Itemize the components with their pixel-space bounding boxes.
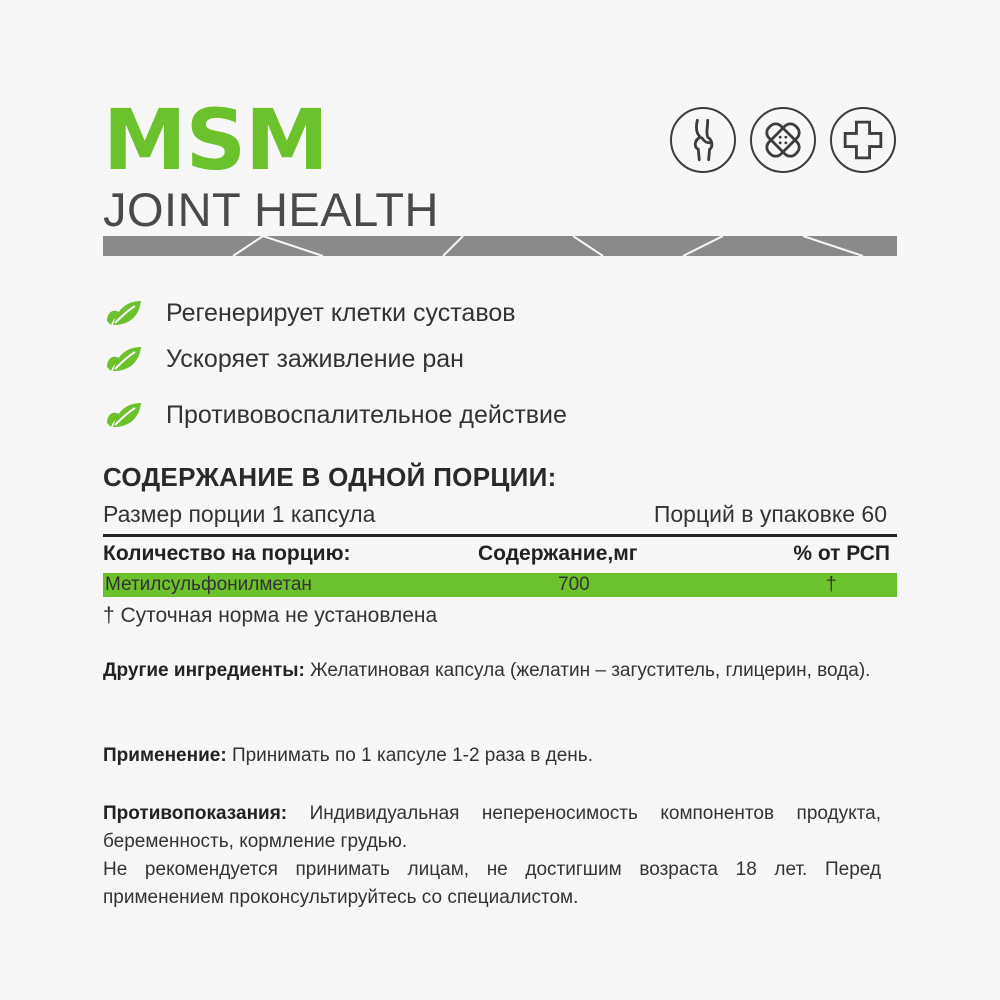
- other-ingredients: [103, 657, 881, 685]
- leaf-icon: [103, 339, 143, 379]
- product-subtitle: JOINT HEALTH: [103, 183, 439, 236]
- benefit-item: [103, 293, 516, 333]
- benefit-text: Регенерирует клетки суставов: [166, 298, 516, 327]
- joint-icon: [670, 107, 736, 173]
- ingredient-amount: 700: [558, 574, 590, 595]
- benefit-item: [103, 339, 464, 379]
- contraindications-text: Индивидуальная непереносимость компонентов продукта, беременность, кормление грудью.: [103, 803, 881, 852]
- table-header-amount: Количество на порцию:: [103, 542, 351, 565]
- contraindications: [103, 800, 881, 856]
- servings-per-pack: Порций в упаковке 60: [653, 501, 887, 527]
- usage-label: Применение:: [103, 745, 227, 766]
- ingredient-name: Метилсульфонилметан: [105, 574, 312, 595]
- medical-cross-icon: [830, 107, 896, 173]
- ingredient-dv: †: [826, 574, 837, 595]
- contraindications-label: Противопоказания:: [103, 803, 288, 824]
- serving-size: Размер порции 1 капсула: [103, 501, 376, 527]
- product-logo: MSM: [103, 91, 328, 189]
- benefit-text: Противовоспалительное действие: [166, 400, 567, 429]
- leaf-icon: [103, 293, 143, 333]
- bandage-icon: [750, 107, 816, 173]
- table-divider: [103, 534, 897, 537]
- benefit-text: Ускоряет заживление ран: [166, 344, 464, 373]
- facts-footnote: † Суточная норма не установлена: [103, 604, 438, 627]
- usage: [103, 742, 881, 770]
- facts-title: СОДЕРЖАНИЕ В ОДНОЙ ПОРЦИИ:: [103, 462, 557, 492]
- benefit-item: [103, 395, 567, 435]
- table-header-content: Содержание,мг: [478, 542, 638, 565]
- age-warning: Не рекомендуется принимать лицам, не достигшим возраста 18 лет. Перед применением проконсультируйтесь со специалистом.: [103, 859, 881, 908]
- other-ingredients-label: Другие ингредиенты:: [103, 660, 305, 681]
- other-ingredients-text: Желатиновая капсула (желатин – загуститель, глицерин, вода).: [304, 660, 871, 681]
- leaf-icon: [103, 395, 143, 435]
- usage-text: Принимать по 1 капсуле 1-2 раза в день.: [226, 745, 593, 766]
- decorative-bar: [103, 236, 897, 256]
- table-header-dv: % от РСП: [793, 542, 890, 565]
